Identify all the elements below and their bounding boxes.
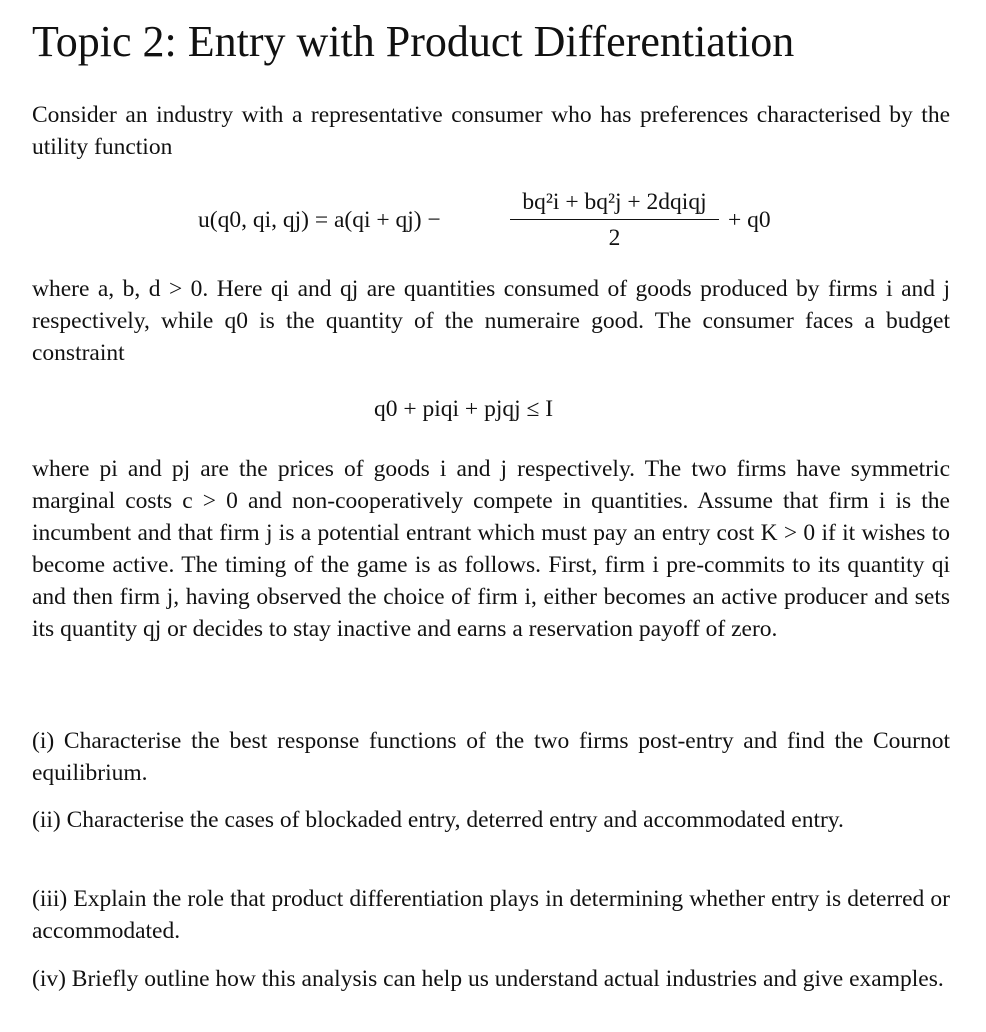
utility-equation-left: u(q0, qi, qj) = a(qi + qj) − [198,207,441,233]
utility-fraction [508,185,721,254]
utility-denominator: 2 [608,225,621,251]
question-ii: (ii) Characterise the cases of blockaded entry, deterred entry and accommodated entry. [32,807,844,833]
question-i: (i) Characterise the best response functions of the two firms post-entry and find the Cournot equilibrium. [32,728,950,786]
intro-paragraph: Consider an industry with a representative consumer who has preferences characterised by the utility function [32,102,950,160]
utility-equation-right: + q0 [728,207,771,233]
document-title: Topic 2: Entry with Product Differentiation [32,17,795,66]
utility-numerator: bq²i + bq²j + 2dqiqj [522,189,707,215]
question-iv: (iv) Briefly outline how this analysis can help us understand actual industries and give examples. [32,966,944,992]
budget-equation: q0 + piqi + pjqj ≤ I [374,396,554,422]
after-utility-paragraph: where a, b, d > 0. Here qi and qj are quantities consumed of goods produced by firms i and j respectively, while q0 is the quantity of the numeraire good. The consumer faces a budget constraint [32,276,950,366]
question-iii: (iii) Explain the role that product differentiation plays in determining whether entry is deterred or accommodated. [32,886,950,944]
after-budget-paragraph: where pi and pj are the prices of goods i and j respectively. The two firms have symmetric marginal costs c > 0 and non-cooperatively compete in quantities. Assume that firm i is the incumbent and that firm j is a potential entrant which must pay an entry cost K > 0 if it wishes to become active. The timing of the game is as follows. First, firm i pre-commits to its quantity qi and then firm j, having observed the choice of firm i, either becomes an active producer and sets its quantity qj or decides to stay inactive and earns a reservation payoff of zero. [32,456,950,642]
